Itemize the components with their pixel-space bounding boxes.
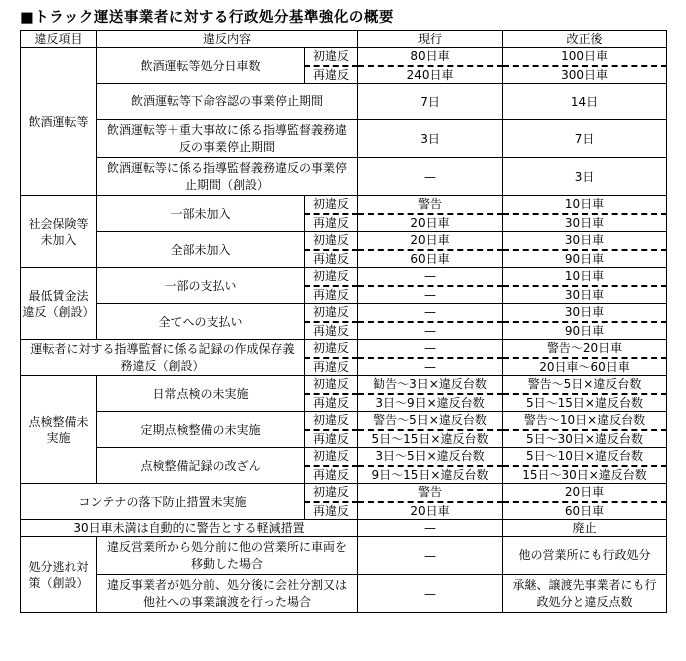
- current-value: 勧告～3日×違反台数: [358, 376, 503, 394]
- first-violation-label: 初違反: [305, 484, 358, 502]
- content-cell: 一部未加入: [97, 196, 305, 232]
- revised-value: 30日車: [503, 286, 667, 304]
- current-value: —: [358, 322, 503, 340]
- content-cell: 飲酒運転等＋重大事故に係る指導監督義務違反の事業停止期間: [97, 120, 358, 158]
- table-row: [21, 484, 667, 502]
- repeat-violation-label: 再違反: [305, 250, 358, 268]
- revised-value: 警告～20日車: [503, 340, 667, 358]
- revised-value: 10日車: [503, 268, 667, 286]
- group-evasion: 処分逃れ対 策（創設）: [21, 537, 97, 613]
- table-row: [21, 448, 667, 466]
- current-value: 80日車: [358, 48, 503, 66]
- current-value: —: [358, 575, 503, 613]
- group-insurance: 社会保険等 未加入: [21, 196, 97, 268]
- current-value: 240日車: [358, 66, 503, 84]
- current-value: —: [358, 304, 503, 322]
- repeat-violation-label: 再違反: [305, 322, 358, 340]
- revised-value: 20日車: [503, 484, 667, 502]
- content-cell: 飲酒運転等に係る指導監督義務違反の事業停止期間（創設）: [97, 158, 358, 196]
- current-value: —: [358, 537, 503, 575]
- first-violation-label: 初違反: [305, 268, 358, 286]
- current-value: —: [358, 520, 503, 537]
- group-minwage: 最低賃金法 違反（創設）: [21, 268, 97, 340]
- revised-value: 20日車～60日車: [503, 358, 667, 376]
- current-value: 20日車: [358, 214, 503, 232]
- content-cell: 飲酒運転等下命容認の事業停止期間: [97, 84, 358, 120]
- first-violation-label: 初違反: [305, 48, 358, 66]
- revised-value: 7日: [503, 120, 667, 158]
- repeat-violation-label: 再違反: [305, 466, 358, 484]
- revised-value: 警告～10日×違反台数: [503, 412, 667, 430]
- revised-value: 承継、譲渡先事業者にも行政処分と違反点数: [503, 575, 667, 613]
- group-inspection: 点検整備未 実施: [21, 376, 97, 484]
- current-value: 7日: [358, 84, 503, 120]
- group-drunk: 飲酒運転等: [21, 48, 97, 196]
- table-row: [21, 120, 667, 158]
- revised-value: 30日車: [503, 232, 667, 250]
- revised-value: 5日～15日×違反台数: [503, 394, 667, 412]
- table-row: [21, 268, 667, 286]
- revised-value: 廃止: [503, 520, 667, 537]
- first-violation-label: 初違反: [305, 412, 358, 430]
- revised-value: 5日～30日×違反台数: [503, 430, 667, 448]
- repeat-violation-label: 再違反: [305, 502, 358, 520]
- table-row: [21, 304, 667, 322]
- table-row: [21, 84, 667, 120]
- current-value: 3日～9日×違反台数: [358, 394, 503, 412]
- content-cell: 違反事業者が処分前、処分後に会社分割又は他社への事業譲渡を行った場合: [97, 575, 358, 613]
- content-cell: コンテナの落下防止措置未実施: [21, 484, 305, 520]
- header-revised: 改正後: [503, 31, 667, 48]
- table-row: [21, 196, 667, 214]
- table-row: [21, 232, 667, 250]
- revised-value: 14日: [503, 84, 667, 120]
- table-row: [21, 412, 667, 430]
- current-value: —: [358, 268, 503, 286]
- current-value: 60日車: [358, 250, 503, 268]
- current-value: 3日: [358, 120, 503, 158]
- table-row: [21, 537, 667, 575]
- content-cell: 飲酒運転等処分日車数: [97, 48, 305, 84]
- revised-value: 15日～30日×違反台数: [503, 466, 667, 484]
- content-cell: 日常点検の未実施: [97, 376, 305, 412]
- current-value: 警告～5日×違反台数: [358, 412, 503, 430]
- current-value: 3日～5日×違反台数: [358, 448, 503, 466]
- current-value: 20日車: [358, 232, 503, 250]
- first-violation-label: 初違反: [305, 376, 358, 394]
- penalty-table: [20, 30, 667, 613]
- current-value: 警告: [358, 484, 503, 502]
- revised-value: 5日～10日×違反台数: [503, 448, 667, 466]
- revised-value: 100日車: [503, 48, 667, 66]
- header-content: 違反内容: [97, 31, 358, 48]
- current-value: 20日車: [358, 502, 503, 520]
- table-row: [21, 158, 667, 196]
- header-item: 違反項目: [21, 31, 97, 48]
- revised-value: 60日車: [503, 502, 667, 520]
- header-row: [21, 31, 667, 48]
- first-violation-label: 初違反: [305, 448, 358, 466]
- content-cell: 定期点検整備の未実施: [97, 412, 305, 448]
- revised-value: 警告～5日×違反台数: [503, 376, 667, 394]
- revised-value: 10日車: [503, 196, 667, 214]
- current-value: —: [358, 340, 503, 358]
- table-row: [21, 376, 667, 394]
- repeat-violation-label: 再違反: [305, 358, 358, 376]
- revised-value: 30日車: [503, 214, 667, 232]
- first-violation-label: 初違反: [305, 304, 358, 322]
- first-violation-label: 初違反: [305, 232, 358, 250]
- content-cell: 一部の支払い: [97, 268, 305, 304]
- first-violation-label: 初違反: [305, 340, 358, 358]
- current-value: —: [358, 286, 503, 304]
- table-row: [21, 340, 667, 358]
- revised-value: 他の営業所にも行政処分: [503, 537, 667, 575]
- content-cell: 点検整備記録の改ざん: [97, 448, 305, 484]
- content-cell: 全部未加入: [97, 232, 305, 268]
- first-violation-label: 初違反: [305, 196, 358, 214]
- revised-value: 300日車: [503, 66, 667, 84]
- content-cell: 運転者に対する指導監督に係る記録の作成保存義務違反（創設）: [21, 340, 305, 376]
- repeat-violation-label: 再違反: [305, 214, 358, 232]
- table-row: [21, 48, 667, 66]
- current-value: 警告: [358, 196, 503, 214]
- repeat-violation-label: 再違反: [305, 286, 358, 304]
- content-cell: 全てへの支払い: [97, 304, 305, 340]
- current-value: 5日～15日×違反台数: [358, 430, 503, 448]
- repeat-violation-label: 再違反: [305, 66, 358, 84]
- page-title: ■トラック運送事業者に対する行政処分基準強化の概要: [20, 10, 394, 26]
- table-row: [21, 575, 667, 613]
- content-cell: 違反営業所から処分前に他の営業所に車両を移動した場合: [97, 537, 358, 575]
- repeat-violation-label: 再違反: [305, 430, 358, 448]
- revised-value: 3日: [503, 158, 667, 196]
- current-value: —: [358, 158, 503, 196]
- repeat-violation-label: 再違反: [305, 394, 358, 412]
- revised-value: 90日車: [503, 250, 667, 268]
- current-value: 9日～15日×違反台数: [358, 466, 503, 484]
- revised-value: 30日車: [503, 304, 667, 322]
- table-row: [21, 520, 667, 537]
- header-current: 現行: [358, 31, 503, 48]
- revised-value: 90日車: [503, 322, 667, 340]
- content-cell: 30日車未満は自動的に警告とする軽減措置: [21, 520, 358, 537]
- current-value: —: [358, 358, 503, 376]
